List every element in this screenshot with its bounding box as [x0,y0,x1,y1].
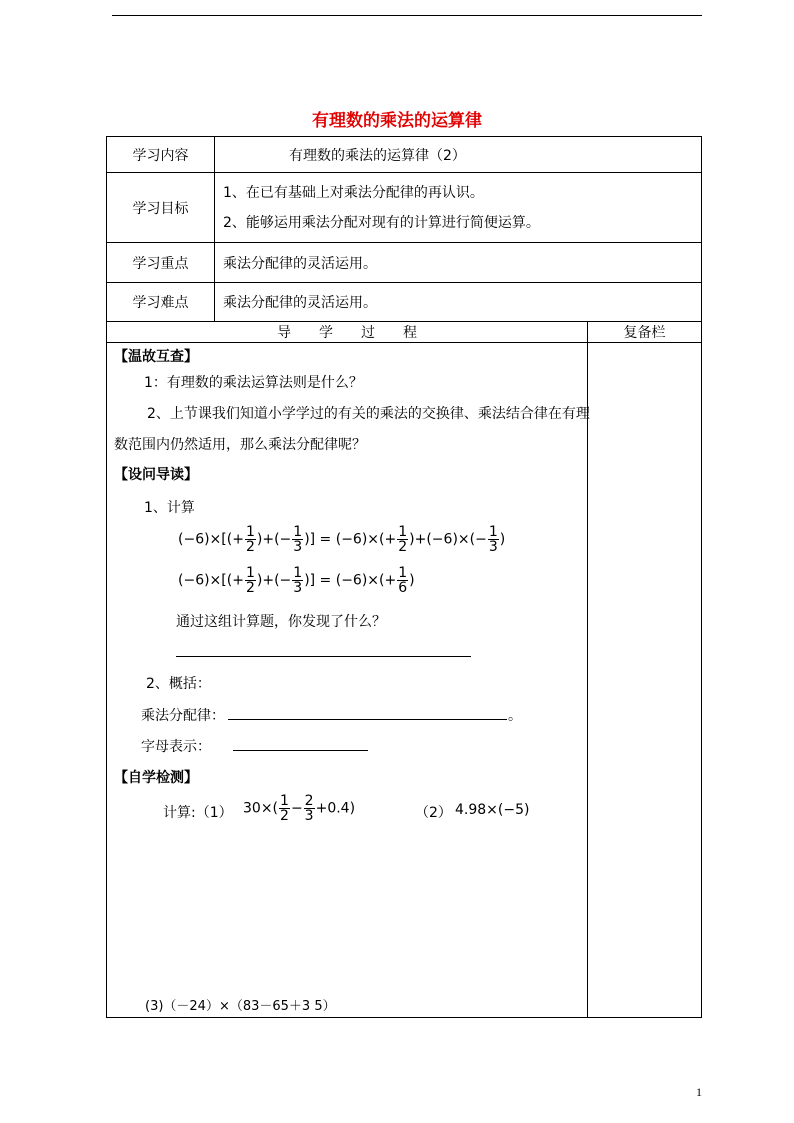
selftest-heading: 【自学检测】 [114,770,198,786]
goal-item-1: 1、在已有基础上对乘法分配律的再认识。 [223,184,484,201]
goal-item-2: 2、能够运用乘法分配对现有的计算进行简便运算。 [223,214,540,231]
review-column-header: 复备栏 [588,322,702,343]
fraction: $\frac{1}{3}$ [293,565,303,596]
fraction: $\frac{1}{3}$ [293,524,303,555]
fraction: $\frac{2}{3}$ [304,793,314,824]
law-label: 乘法分配律： [141,708,225,724]
difficulty-label: 学习难点 [107,283,215,322]
problem-3: (3)（－24）×（83－65＋3 5） [145,999,336,1014]
review-heading: 【温故互查】 [114,349,198,365]
process-header: 导 学 过 程 [107,322,588,343]
calc-label: 计算:（1） [163,805,233,821]
review-question-2a: 2、上节课我们知道小学学过的有关的乘法的交换律、乘法结合律在有理 [147,406,590,422]
fraction: $\frac{1}{3}$ [488,524,498,555]
fraction: $\frac{1}{2}$ [280,793,289,824]
guide-question: 通过这组计算题，你发现了什么？ [176,614,386,630]
equation-2: (−6)×[(+ $\frac{1}{2}$ )+(− $\frac{1}{3}$ )] = (−6)×(+ $\frac{1}{6}$ ) [178,565,415,596]
key-value: 乘法分配律的灵活运用。 [215,243,702,283]
content-value: 有理数的乘法的运算律（2） [215,137,702,173]
guide-heading: 【设问导读】 [114,467,198,483]
guide-item-1: 1、计算 [144,500,195,516]
goal-label: 学习目标 [107,173,215,243]
problem-2-label: （2） [415,805,452,821]
guide-item-2: 2、概括： [146,676,211,692]
goal-list [215,173,702,243]
key-label: 学习重点 [107,243,215,283]
letter-answer-line [233,750,368,751]
fraction: $\frac{1}{2}$ [245,524,255,555]
problem-2: 4.98×(−5) [455,802,530,818]
review-question-2b: 数范围内仍然适用，那么乘法分配律呢？ [114,437,366,453]
page-number: 1 [696,1085,702,1099]
header-rule [112,15,702,16]
difficulty-value: 乘法分配律的灵活运用。 [215,283,702,322]
fraction: $\frac{1}{6}$ [398,565,408,596]
review-question-1: 1：有理数的乘法运算法则是什么？ [144,375,363,391]
law-end: 。 [508,708,522,724]
law-answer-line [228,719,507,720]
letter-label: 字母表示： [141,739,211,755]
problem-1: 30×( $\frac{1}{2}$ − $\frac{2}{3}$ +0.4) [243,793,356,824]
fraction: $\frac{1}{2}$ [398,524,408,555]
review-column-body [588,343,702,1018]
answer-line [176,656,471,657]
equation-1: (−6)×[(+ $\frac{1}{2}$ )+(− $\frac{1}{3}$ )] = (−6)×(+ $\frac{1}{2}$ )+(−6)×(− $\frac{1}{3}$ ) [178,524,506,555]
page-title: 有理数的乘法的运算律 [312,111,482,131]
fraction: $\frac{1}{2}$ [245,565,255,596]
content-label: 学习内容 [107,137,215,173]
